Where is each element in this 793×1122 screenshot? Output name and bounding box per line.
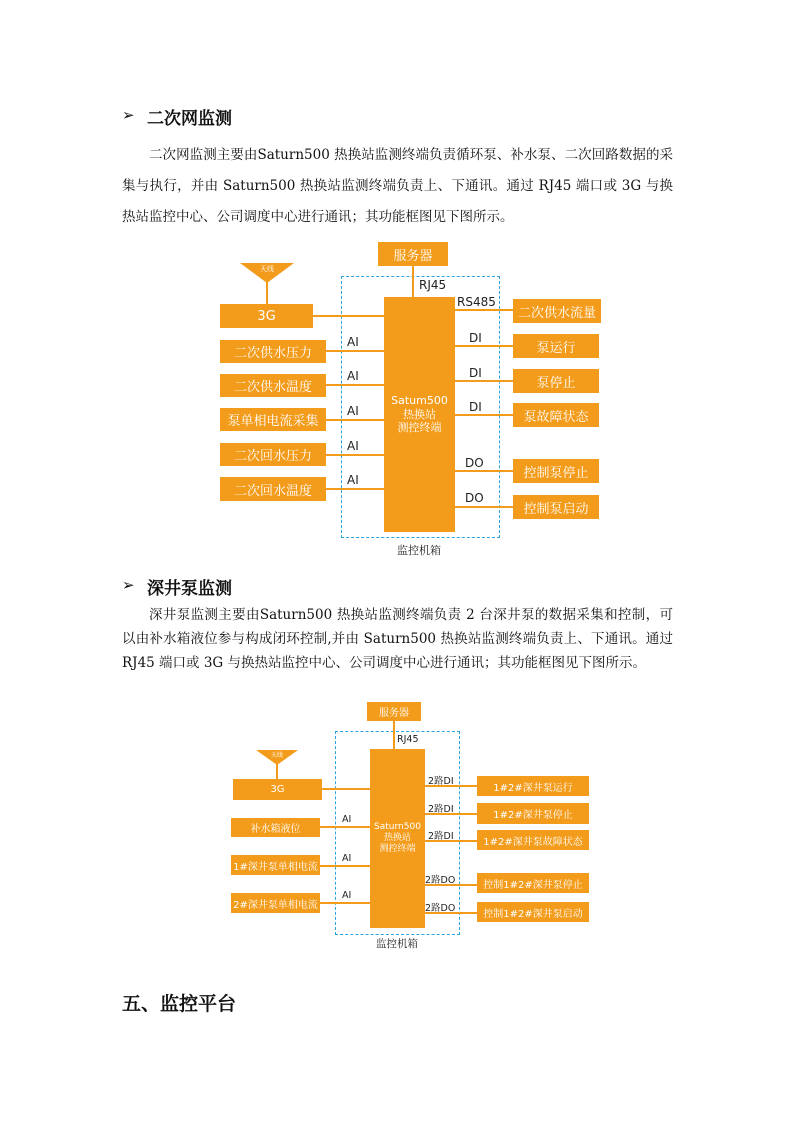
port-label: RJ45 <box>419 278 447 292</box>
chapter-heading: 五、监控平台 <box>122 993 237 1015</box>
antenna-label: 天线 <box>270 752 283 759</box>
terminal-box <box>384 297 455 532</box>
port-label: DO <box>465 456 484 470</box>
connector <box>320 865 370 867</box>
input-box: 二次回水温度 <box>220 477 326 501</box>
connector <box>266 282 268 304</box>
input-box: 二次供水温度 <box>220 374 326 397</box>
terminal-box <box>370 749 425 928</box>
connector <box>276 764 278 779</box>
connector <box>455 345 513 347</box>
input-box: 二次回水压力 <box>220 443 326 466</box>
port-label: DI <box>469 331 482 345</box>
output-box: 泵停止 <box>513 369 599 393</box>
connector <box>326 488 384 490</box>
connector <box>313 315 384 317</box>
terminal-line: 测控终端 <box>379 844 416 855</box>
connector <box>455 380 513 382</box>
terminal-line: 热换站 <box>403 407 436 421</box>
input-box: 2#深井泵单相电流 <box>231 893 320 913</box>
output-box: 1#2#深井泵停止 <box>477 803 589 824</box>
port-label: AI <box>347 335 359 349</box>
port-label: AI <box>347 404 359 418</box>
section-heading: 深井泵监测 <box>147 579 232 599</box>
port-label: 2路DO <box>425 875 456 886</box>
server-box: 服务器 <box>378 242 448 266</box>
port-label: 2路DO <box>425 903 456 914</box>
terminal-line: Satum500 <box>391 393 448 407</box>
output-box: 1#2#深井泵运行 <box>477 776 589 796</box>
connector <box>322 788 370 790</box>
output-box: 控制1#2#深井泵停止 <box>477 873 589 893</box>
input-box: 二次供水压力 <box>220 340 326 363</box>
bullet-arrow-icon: ➢ <box>122 576 135 594</box>
input-box: 1#深井泵单相电流 <box>231 855 320 875</box>
connector <box>320 826 370 828</box>
connector <box>455 414 513 416</box>
port-label: RJ45 <box>397 734 419 745</box>
connector <box>393 721 395 749</box>
port-label: DI <box>469 366 482 380</box>
port-label: AI <box>342 814 352 825</box>
connector <box>412 266 414 297</box>
port-label: AI <box>347 473 359 487</box>
section-paragraph: 深井泵监测主要由Saturn500 热换站监测终端负责 2 台深井泵的数据采集和控制，可以由补水箱液位参与构成闭环控制,并由 Saturn500 热换站监测终端负责上、下通讯。通过 RJ45 端口或 3G 与换热站监控中心、公司调度中心进行通讯；其功能框图见下图所示。 <box>122 607 673 671</box>
connector <box>455 506 513 508</box>
input-box: 泵单相电流采集 <box>220 408 326 431</box>
port-label: 2路DI <box>428 776 454 787</box>
port-label: 2路DI <box>428 831 454 842</box>
connector <box>326 454 384 456</box>
connector <box>326 350 384 352</box>
connector <box>455 470 513 472</box>
port-label: DI <box>469 400 482 414</box>
output-box: 控制泵停止 <box>513 459 599 483</box>
cabinet-label: 监控机箱 <box>397 544 441 557</box>
section-heading: 二次网监测 <box>147 109 232 129</box>
connector <box>320 902 370 904</box>
terminal-line: 热换站 <box>383 832 411 843</box>
input-box: 补水箱液位 <box>231 818 320 837</box>
section-paragraph: 二次网监测主要由Saturn500 热换站监测终端负责循环泵、补水泵、二次回路数据的采集与执行，并由 Saturn500 热换站监测终端负责上、下通讯。通过 RJ45 端口或 3G 与换热站监控中心、公司调度中心进行通讯；其功能框图见下图所示。 <box>122 147 673 225</box>
connector <box>455 309 513 311</box>
terminal-line: 测控终端 <box>397 421 442 435</box>
output-box: 控制泵启动 <box>513 495 599 519</box>
port-label: 2路DI <box>428 804 454 815</box>
antenna-label: 天线 <box>260 265 274 273</box>
output-box: 1#2#深井泵故障状态 <box>477 830 589 850</box>
port-label: AI <box>342 853 352 864</box>
port-label: AI <box>342 890 352 901</box>
port-label: AI <box>347 369 359 383</box>
connector <box>326 384 384 386</box>
server-box: 服务器 <box>367 702 421 721</box>
terminal-line: Saturn500 <box>374 821 421 832</box>
port-label: RS485 <box>457 295 496 309</box>
port-label: DO <box>465 491 484 505</box>
port-label: AI <box>347 439 359 453</box>
3g-box: 3G <box>220 304 313 328</box>
output-box: 泵故障状态 <box>513 403 599 427</box>
output-box: 泵运行 <box>513 334 599 358</box>
cabinet-label: 监控机箱 <box>376 938 418 950</box>
connector <box>326 419 384 421</box>
output-box: 控制1#2#深井泵启动 <box>477 902 589 922</box>
output-box: 二次供水流量 <box>513 299 601 323</box>
3g-box: 3G <box>233 779 322 800</box>
bullet-arrow-icon: ➢ <box>122 106 135 124</box>
